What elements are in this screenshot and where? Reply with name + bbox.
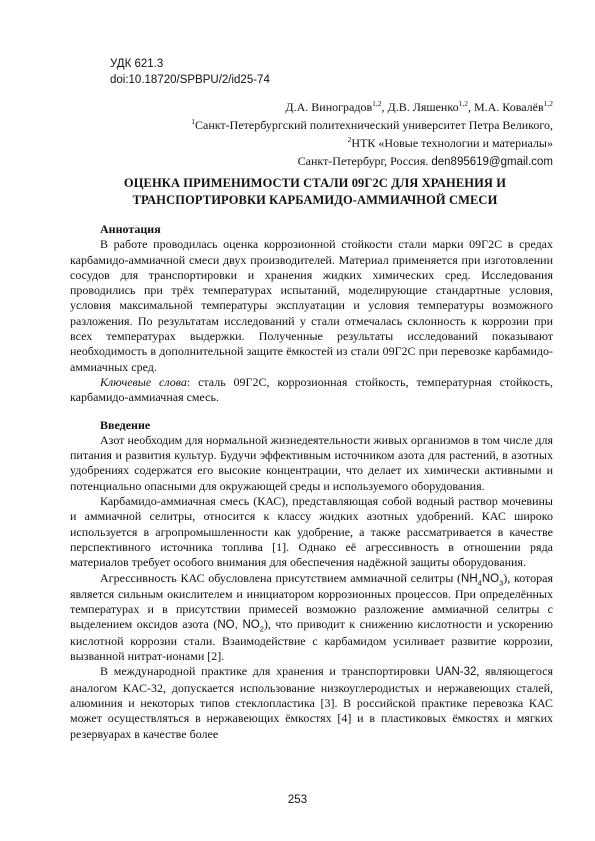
paper-body <box>70 222 553 742</box>
intro-paragraph-1: Азот необходим для нормальной жизнедеятельности живых организмов в том числе для питания и развития культур. Будучи эффективным источником азота для растений, в азотных удобрениях содержатся его высокие концентрации, что делает их химически активными и потенциально опасными для окружающей среды и используемого оборудования. <box>70 432 553 493</box>
author-names: Д.А. Виноградов$^{1,2}$, Д.В. Ляшенко$^{1,2}$, М.А. Ковалёв$^{1,2}$ <box>285 99 553 114</box>
doi: doi:10.18720/SPBPU/2/id25-74 <box>110 74 270 86</box>
affiliation-1: $^1$Санкт-Петербургский политехнический университет Петра Великого, <box>191 117 553 132</box>
udk-code: УДК 621.3 <box>110 58 164 70</box>
chem-formula-nitrogen-oxides: NO, $NO_2$ <box>217 619 264 634</box>
abstract-heading: Аннотация <box>100 222 161 236</box>
city-email: Санкт-Петербург, Россия. den895619@gmail.com <box>297 154 553 168</box>
affiliation-2: $^2$НТК «Новые технологии и материалы» <box>347 135 553 150</box>
intro-paragraph-3: Агрессивность КАС обусловлена присутствием аммиачной селитры $(NH_4NO_3)$, которая является сильным окислителем и инициатором коррозионных процессов. При определённых температурах и в присутствии примесей возможно разложение аммиачной селитры с выделением оксидов азота (NO, $NO_2$), что приводит к снижению кислотности и ускорению кислотной коррозии стали. Взаимодействие с карбамидом усиливает развитие коррозии, вызванной нитрат-ионами [2]. <box>70 570 554 664</box>
authors-block <box>93 98 553 171</box>
chem-formula-ammonium-nitrate: $NH_4NO_3$ <box>461 572 504 587</box>
intro-heading: Введение <box>100 417 151 432</box>
header-meta <box>110 56 270 88</box>
uan-label: UAN-32 <box>435 666 477 679</box>
page-number: 253 <box>287 794 308 806</box>
abstract-text: В работе проводилась оценка коррозионной стойкости стали марки 09Г2С в средах карбамидо-аммиачной смеси двух производителей. Материал применяется при изготовлении сосудов для транспортировки и хранения жидких химических сред. Исследования проводились при трёх температурах испытаний, моделирующие стандартные условия, условия максимальной температуры эксплуатации и условия температуры возможного разложения. По результатам исследований у стали отмечалась склонность к коррозии при всех температурах выдержки. Полученные результаты исследований показывают необходимость в дополнительной защите ёмкостей из стали 09Г2С при перевозке карбамидо-аммиачных сред. <box>70 237 553 374</box>
paper-title: ОЦЕНКА ПРИМЕНИМОСТИ СТАЛИ 09Г2С ДЛЯ ХРАНЕНИЯ И ТРАНСПОРТИРОВКИ КАРБАМИДО-АММИАЧНОЙ СМЕСИ <box>123 176 507 207</box>
author-email: den895619@gmail.com <box>431 156 553 168</box>
intro-paragraph-4: В международной практике для хранения и транспортировки UAN-32, являющегося аналогом КАС-32, допускается использование низкоуглеродистых и нержавеющих сталей, алюминия и некоторых типов стеклопластика [3]. В российской практике перевозка КАС может осуществляться в нержавеющих ёмкостях [4] и в пластиковых ёмкостях и мягких резервуарах в качестве более <box>70 664 553 741</box>
intro-paragraph-2: Карбамидо-аммиачная смесь (КАС), представляющая собой водный раствор мочевины и аммиачной селитры, относится к классу жидких азотных удобрений. КАС широко используется в агропромышленности как удобрение, а также рассматривается в качестве перспективного источника топлива [1]. Однако её агрессивность в отношении ряда материалов требует особого внимания для обеспечения надёжной защиты оборудования. <box>70 494 553 570</box>
keywords: Ключевые слова: сталь 09Г2С, коррозионная стойкость, температурная стойкость, карбамидо-аммиачная смесь. <box>70 374 553 405</box>
